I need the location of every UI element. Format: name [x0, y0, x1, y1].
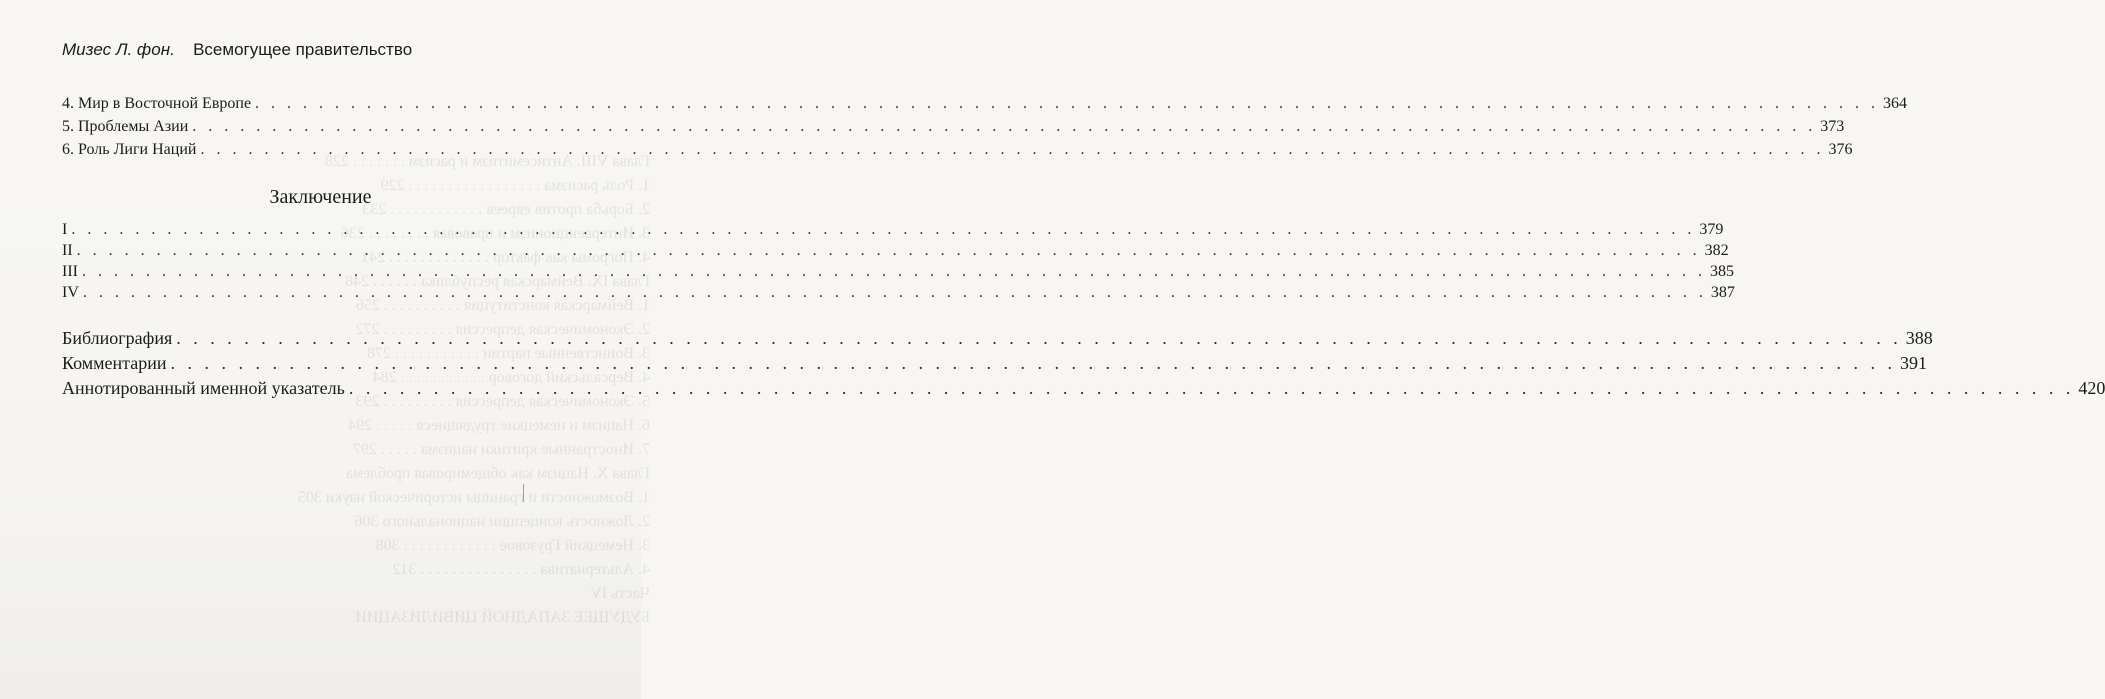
toc-entry[interactable]	[62, 263, 1734, 281]
dot-leader	[176, 328, 1902, 349]
toc-entry-page: 388	[1905, 328, 1933, 348]
toc-entry-label: Библиография	[62, 328, 173, 348]
toc-entry-label: Аннотированный именной указатель	[62, 378, 345, 398]
toc-entry[interactable]	[62, 141, 1853, 159]
toc-entry-label: III	[62, 263, 78, 280]
dot-leader	[83, 284, 1707, 302]
toc-entry-label: II	[62, 242, 73, 259]
toc-entry-label: I	[62, 221, 68, 238]
dot-leader	[255, 95, 1879, 113]
dot-leader	[82, 263, 1706, 281]
toc-entry-label: IV	[62, 284, 79, 301]
toc-entry[interactable]	[62, 378, 2105, 399]
header-book-title: Всемогущее правительство	[193, 40, 413, 59]
toc-entry[interactable]	[62, 328, 1933, 349]
toc-entry-page: 379	[1699, 221, 1724, 238]
dot-leader	[171, 353, 1897, 374]
dot-leader	[192, 118, 1816, 136]
toc-entry-page: 391	[1900, 353, 1928, 373]
toc-entry-page: 385	[1709, 263, 1734, 280]
section-title: Заключение	[269, 186, 372, 208]
toc-entry[interactable]	[62, 284, 1735, 302]
toc-entry-page: 420	[2078, 378, 2105, 398]
header-author: Мизес Л. фон.	[62, 40, 175, 59]
toc-entry[interactable]	[62, 118, 1845, 136]
toc-entry-page: 382	[1704, 242, 1729, 259]
bleed-through-text: Глава VIII. Антисемитизм и расизм . . . . . . . 228 1. Роль расизма . . . . . . . . . . . . . . . . . 229 2. Борьба против евреев . . . . . . . . . . . . 233 3. Интервенционизм и правовая . . . . . . . . 236 4. Погромы как фактор . . . . . . . . . . . . . 241 Глава IX. Веймарская республика . . . . . . 248 1. Веймарская конституция . . . . . . . . . . 256 2. Экономическая депрессия . . . . . . . . . 272 3. Воинственные партии . . . . . . . . . . . 278 4. Версальский договор . . . . . . . . . . . 284 5. Экономическая депрессия . . . . . . . . . 293 6. Нацизм и немецкие трудящиеся . . . . . 294 7. Иностранные критики нацизма . . . . . 297 Глава X. Нацизм как общемировая проблема 1. Возможности и границы исторической науки 305 2. Ложность концепции национального 306 3. Немецкий Грузовое . . . . . . . . . . . . 308 4. Альтернатива . . . . . . . . . . . . . . . 312 Часть IV БУДУЩЕЕ ЗАПАДНОЙ ЦИВИЛИЗАЦИИ	[297, 153, 650, 626]
dot-leader	[349, 378, 2075, 399]
toc-entry-page: 364	[1883, 95, 1908, 112]
dot-leader	[77, 242, 1701, 260]
margin-mark	[523, 484, 524, 502]
dot-leader	[71, 221, 1695, 239]
toc-entry[interactable]	[62, 353, 1928, 374]
toc-entry[interactable]	[62, 95, 1908, 113]
toc-entry-page: 376	[1828, 141, 1853, 158]
toc-entry-page: 387	[1710, 284, 1735, 301]
toc-entry-label: 5. Проблемы Азии	[62, 118, 189, 135]
toc-entry[interactable]	[62, 221, 1724, 239]
running-header	[62, 40, 412, 60]
toc-entry-label: 4. Мир в Восточной Европе	[62, 95, 252, 112]
toc-entry[interactable]	[62, 242, 1729, 260]
toc-entry-label: 6. Роль Лиги Наций	[62, 141, 197, 158]
toc-entry-label: Комментарии	[62, 353, 167, 373]
toc-entry-page: 373	[1820, 118, 1845, 135]
dot-leader	[200, 141, 1824, 159]
